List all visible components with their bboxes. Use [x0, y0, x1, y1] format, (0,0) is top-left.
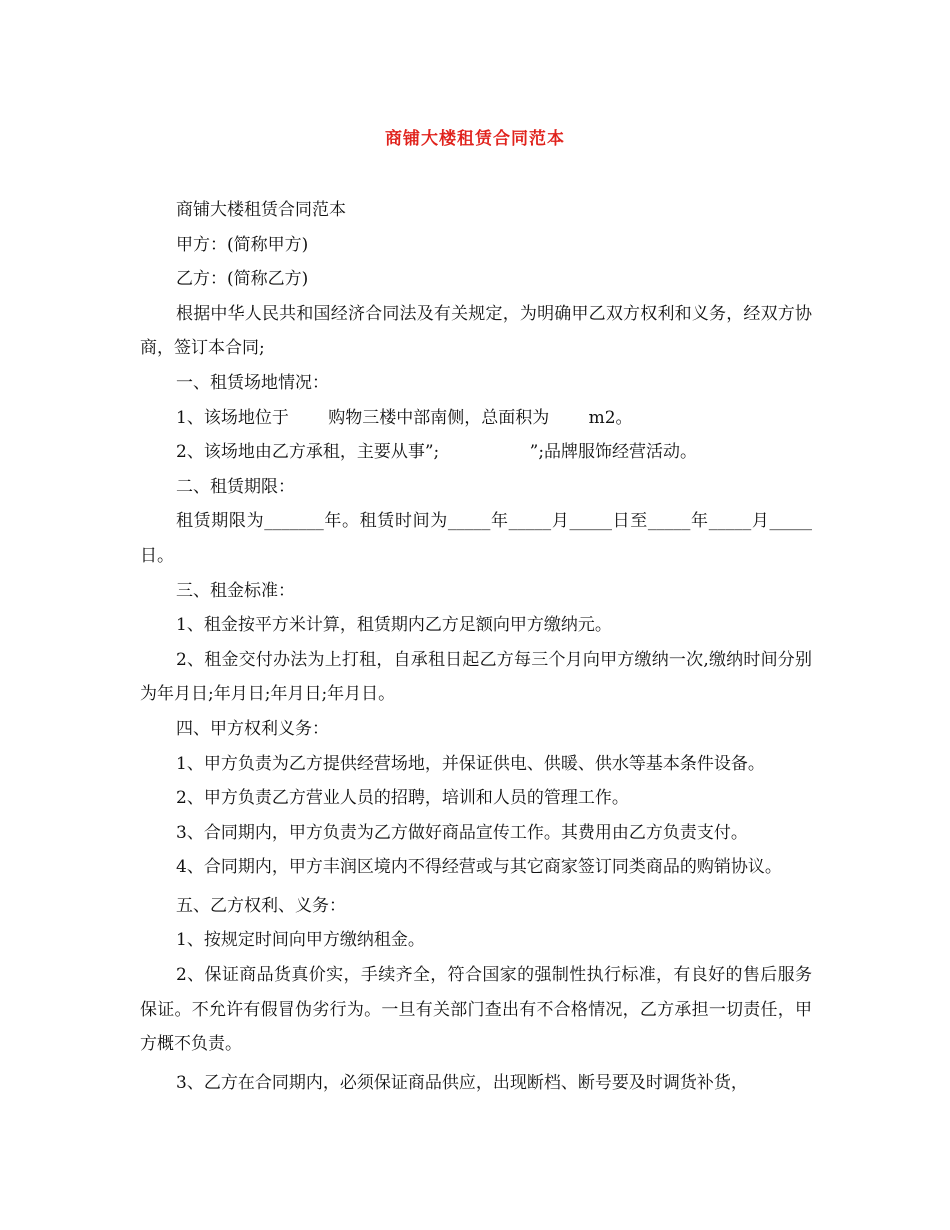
document-body [140, 193, 812, 1100]
paragraph-heading: 商铺大楼租赁合同范本 [176, 200, 346, 220]
paragraph-party-a: 甲方：(简称甲方) [176, 234, 309, 255]
paragraph-5-3: 3、乙方在合同期内，必须保证商品供应，出现断档、断号要及时调货补货， [176, 1072, 748, 1093]
section-heading-2: 二、租赁期限： [176, 476, 295, 497]
document-title: 商铺大楼租赁合同范本 [385, 129, 565, 149]
paragraph-5-1: 1、按规定时间向甲方缴纳租金。 [176, 930, 425, 951]
paragraph-2-1: 租赁期限为_______年。租赁时间为_____年_____月_____日至_____年_____月_____日。 [140, 511, 812, 566]
paragraph-1-2: 2、该场地由乙方承租，主要从事”; ”;品牌服饰经营活动。 [176, 442, 698, 463]
paragraph-3-2: 2、租金交付办法为上打租，自承租日起乙方每三个月向甲方缴纳一次,缴纳时间分别为年月日;年月日;年月日;年月日。 [140, 649, 812, 705]
paragraph-1-1: 1、该场地位于 购物三楼中部南侧，总面积为 m2。 [176, 407, 633, 428]
paragraph-5-2: 2、保证商品货真价实，手续齐全，符合国家的强制性执行标准，有良好的售后服务保证。不允许有假冒伪劣行为。一旦有关部门查出有不合格情况，乙方承担一切责任，甲方概不负责。 [140, 965, 812, 1055]
section-heading-3: 三、租金标准： [176, 580, 295, 601]
paragraph-4-1: 1、甲方负责为乙方提供经营场地，并保证供电、供暖、供水等基本条件设备。 [176, 753, 765, 774]
section-heading-4: 四、甲方权利义务： [176, 718, 329, 739]
paragraph-party-b: 乙方：(简称乙方) [176, 269, 309, 290]
paragraph-3-1: 1、租金按平方米计算，租赁期内乙方足额向甲方缴纳元。 [176, 615, 612, 636]
section-heading-1: 一、租赁场地情况： [176, 372, 329, 393]
paragraph-4-2: 2、甲方负责乙方营业人员的招聘，培训和人员的管理工作。 [176, 788, 629, 809]
paragraph-4-3: 3、合同期内，甲方负责为乙方做好商品宣传工作。其费用由乙方负责支付。 [176, 822, 748, 843]
paragraph-4-4: 4、合同期内，甲方丰润区境内不得经营或与其它商家签订同类商品的购销协议。 [176, 857, 782, 878]
section-heading-5: 五、乙方权利、义务： [176, 895, 346, 916]
paragraph-preamble: 根据中华人民共和国经济合同法及有关规定，为明确甲乙双方权利和义务，经双方协商，签订本合同; [140, 303, 812, 359]
